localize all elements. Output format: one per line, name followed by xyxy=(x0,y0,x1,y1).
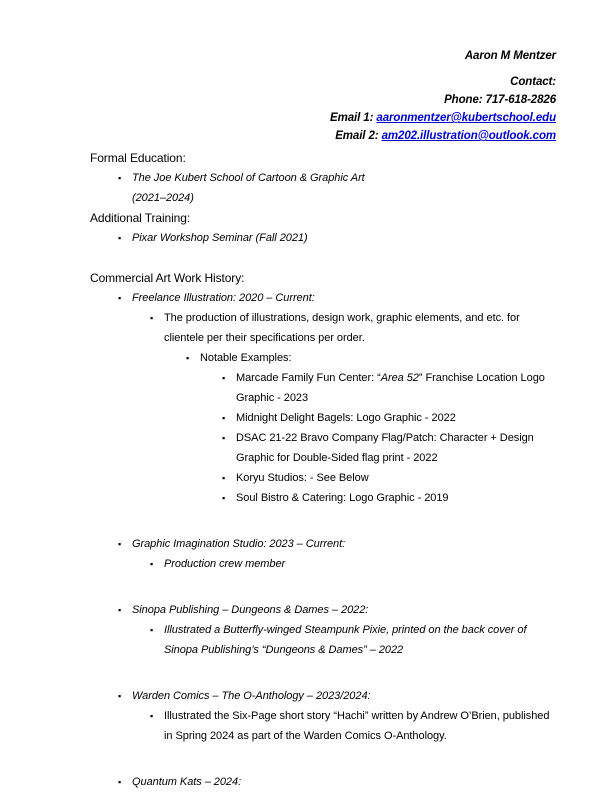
resume-body xyxy=(90,148,560,792)
bullet-icon: ▪ xyxy=(150,559,154,569)
training-item: Pixar Workshop Seminar (Fall 2021) xyxy=(132,232,308,244)
example-marcade-post: ” Franchise Location Logo Graphic - 2023 xyxy=(236,372,545,404)
email2-link[interactable]: am202.illustration@outlook.com xyxy=(381,130,556,142)
bullet-icon: ▪ xyxy=(118,777,122,787)
candidate-name: Aaron M Mentzer xyxy=(464,50,556,62)
list-item xyxy=(200,428,560,468)
job-title-quantum-kats: Quantum Kats – 2024: xyxy=(132,776,242,788)
freelance-detail-list xyxy=(132,308,560,508)
sinopa-detail: Illustrated a Butterfly-winged Steampunk Pixie, printed on the back cover of Sinopa Publishing’s “Dungeons & Dames” – 2022 xyxy=(164,624,527,656)
list-item xyxy=(200,368,560,408)
list-item xyxy=(90,228,560,248)
bullet-icon: ▪ xyxy=(222,433,226,443)
bullet-icon: ▪ xyxy=(222,493,226,503)
list-item xyxy=(90,288,560,508)
list-item xyxy=(90,534,560,574)
bullet-icon: ▪ xyxy=(150,625,154,635)
graphic-imagination-detail: Production crew member xyxy=(164,558,286,570)
job-title-graphic-imagination: Graphic Imagination Studio: 2023 – Current: xyxy=(132,538,346,550)
bullet-icon: ▪ xyxy=(118,293,122,303)
bullet-icon: ▪ xyxy=(118,173,122,183)
email1-label: Email 1: xyxy=(330,112,374,124)
example-marcade xyxy=(236,368,560,408)
list-item xyxy=(132,706,560,746)
job-title-freelance: Freelance Illustration: 2020 – Current: xyxy=(132,292,315,304)
bullet-icon: ▪ xyxy=(150,711,154,721)
bullet-icon: ▪ xyxy=(118,539,122,549)
section-heading-formal-education: Formal Education: xyxy=(90,151,186,165)
notable-examples-heading: Notable Examples: xyxy=(200,352,292,364)
work-history-list xyxy=(90,288,560,792)
freelance-detail: The production of illustrations, design work, graphic elements, and etc. for clientele per their specifications per order. xyxy=(164,312,520,344)
bullet-icon: ▪ xyxy=(150,313,154,323)
list-item xyxy=(200,488,560,508)
example-soul-bistro: Soul Bistro & Catering: Logo Graphic - 2019 xyxy=(236,492,449,504)
list-item xyxy=(132,308,560,508)
job-title-sinopa: Sinopa Publishing – Dungeons & Dames – 2022: xyxy=(132,604,369,616)
list-item xyxy=(90,168,560,208)
bullet-icon: ▪ xyxy=(118,605,122,615)
graphic-imagination-detail-list xyxy=(132,554,560,574)
additional-training-list xyxy=(90,228,560,248)
bullet-icon: ▪ xyxy=(186,353,190,363)
education-school: The Joe Kubert School of Cartoon & Graphic Art xyxy=(132,172,365,184)
list-item xyxy=(90,772,560,792)
bullet-icon: ▪ xyxy=(118,233,122,243)
education-dates: (2021–2024) xyxy=(132,192,194,204)
bullet-icon: ▪ xyxy=(222,373,226,383)
section-heading-additional-training: Additional Training: xyxy=(90,211,191,225)
email2-label: Email 2: xyxy=(335,130,379,142)
contact-header xyxy=(90,47,556,145)
notable-examples-list xyxy=(200,368,560,508)
example-marcade-emphasis: Area 52 xyxy=(380,372,419,384)
list-item xyxy=(132,620,560,660)
job-title-warden: Warden Comics – The O-Anthology – 2023/2024: xyxy=(132,690,371,702)
spacer xyxy=(90,746,560,772)
bullet-icon: ▪ xyxy=(222,473,226,483)
bullet-icon: ▪ xyxy=(222,413,226,423)
example-midnight-delight: Midnight Delight Bagels: Logo Graphic - 2022 xyxy=(236,412,456,424)
bullet-icon: ▪ xyxy=(118,691,122,701)
formal-education-list xyxy=(90,168,560,208)
sinopa-detail-list xyxy=(132,620,560,660)
example-dsac: DSAC 21-22 Bravo Company Flag/Patch: Character + Design Graphic for Double-Sided flag print - 2022 xyxy=(236,432,534,464)
list-item xyxy=(200,468,560,488)
list-item xyxy=(200,408,560,428)
list-item xyxy=(164,348,560,508)
list-item xyxy=(90,686,560,746)
example-marcade-pre: Marcade Family Fun Center: “ xyxy=(236,372,381,384)
list-item xyxy=(132,554,560,574)
phone-line: Phone: 717-618-2826 xyxy=(444,94,556,106)
email2-line xyxy=(90,127,556,145)
section-heading-work-history: Commercial Art Work History: xyxy=(90,271,245,285)
list-item xyxy=(90,600,560,660)
spacer xyxy=(90,508,560,534)
notable-examples-wrapper xyxy=(164,348,560,508)
email1-line xyxy=(90,109,556,127)
spacer xyxy=(90,248,560,268)
spacer xyxy=(90,574,560,600)
warden-detail: Illustrated the Six-Page short story “Hachi” written by Andrew O’Brien, published in Spring 2024 as part of the Warden Comics O-Anthology. xyxy=(164,710,550,742)
spacer xyxy=(90,660,560,686)
warden-detail-list xyxy=(132,706,560,746)
email1-link[interactable]: aaronmentzer@kubertschool.edu xyxy=(376,112,556,124)
contact-label: Contact: xyxy=(510,76,556,88)
example-koryu: Koryu Studios: - See Below xyxy=(236,472,369,484)
